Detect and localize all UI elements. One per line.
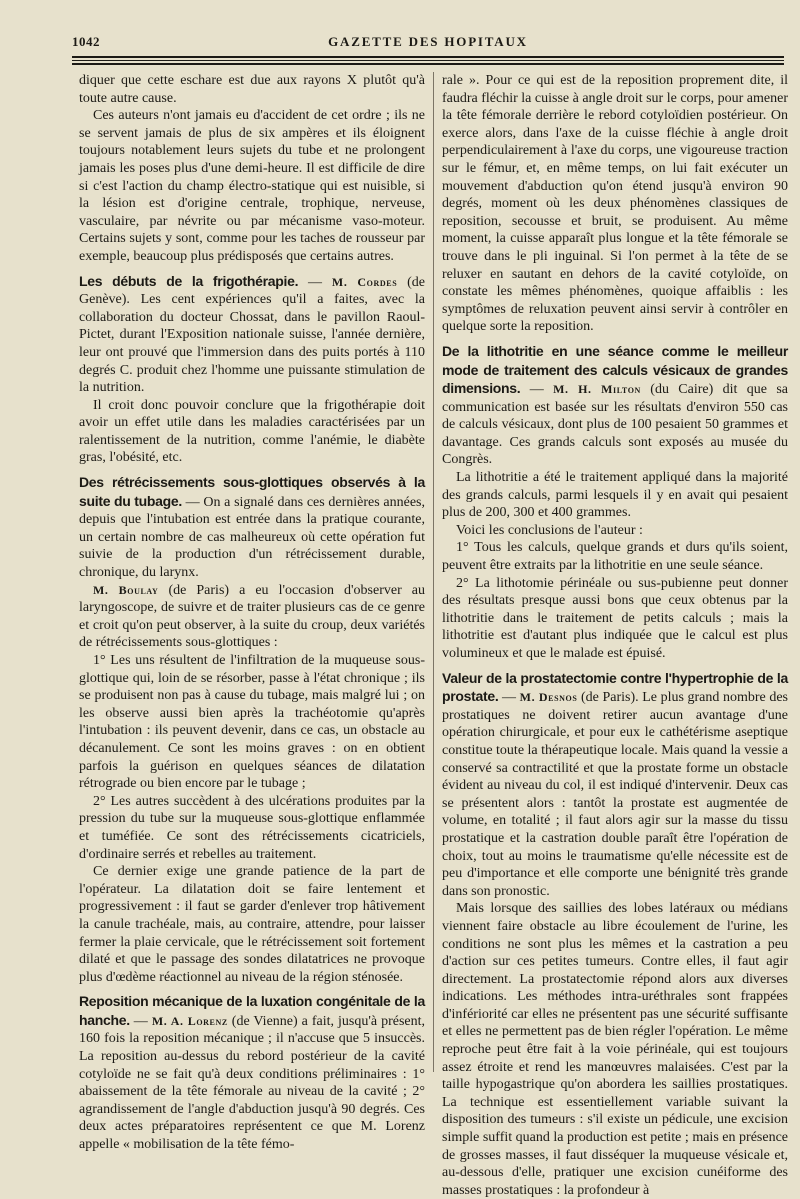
paragraph: rale ». Pour ce qui est de la reposition proprement dite, il faudra fléchir la cuisse à angle droit sur le corps, pour amener la tête fémorale derrière le rebord cotyloïdien postérieur. On exerce alors, dans l'axe de la cuisse fléchie à angle droit perpendiculairement à l'axe du corps, une vigoureuse traction sur le fémur, et, en même temps, on lui fait exécuter un mouvement d'abduction qu'on étend jusqu'à environ 90 degrés, moment où les deux phénomènes classiques de reposition, secousse et bruit, se produisent. Au même moment, la cuisse apparaît plus longue et la tête fémorale se trouve dans le pli inguinal. Si l'on permet à la tête de se reluxer en sautant en dehors de la cavité cotyloïde, on constate les mêmes phénomènes, quoique affaiblis : les symptômes de reluxation peuvent ainsi servir à contrôler en quelque sorte la reposition. (442, 73, 788, 335)
header-rule (72, 60, 784, 61)
paragraph: La lithotritie a été le traitement appliqué dans la majorité des grands calculs, parmi lesquels il y en avait qui pesaient plus de 200, 300 et 400 grammes. (442, 470, 788, 521)
column-divider (433, 72, 434, 1072)
page-number: 1042 (72, 34, 100, 49)
paragraph: diquer que cette eschare est due aux rayons X plutôt qu'à toute autre cause. (79, 73, 425, 106)
page-header (72, 32, 784, 52)
article-heading: Reposition mécanique de la luxation congénitale de la hanche. (79, 993, 425, 1028)
dash: — (129, 1013, 152, 1029)
paragraph: Il croit donc pouvoir conclure que la frigothérapie doit avoir un effet utile dans les maladies caractérisées par un ralentissement de la nutrition, comme l'anémie, le diabète gras, l'obésité, etc. (79, 397, 425, 466)
dash: — (298, 274, 332, 290)
article-heading: Valeur de la prostatectomie contre l'hypertrophie de la prostate. (442, 669, 788, 705)
paragraph: 1° Tous les calculs, quelque grands et durs qu'ils soient, peuvent être extraits par la lithotritie en une seule séance. (442, 540, 788, 574)
article-text: (du Caire) dit que sa communication est basée sur les résultats d'environ 550 cas de calculs vésicaux, dont plus de 100 pesaient 50 grammes et davantage. Ces grands calculs sont exposés au musée du Congrès. (442, 382, 789, 468)
author-name: M. Boulay (93, 582, 159, 597)
paragraph: 2° Les autres succèdent à des ulcérations produites par la pression du tube sur la muqueuse sous-glottique enflammée et tuméfiée. Ce sont des rétrécissements cicatriciels, d'ordinaire serrés et rebelles au traitement. (79, 793, 425, 862)
paragraph (79, 582, 425, 652)
article-text: (de Genève). Les cent expériences qu'il a faites, avec la collaboration du docteur Chossat, dans le pavillon Raoul-Pictet, durant l'Exposition nationale suisse, l'année dernière, leur ont prouvé que l'immersion dans des puits portés à 110 degrés C. produit chez l'homme une puissante stimulation de la nutrition. (79, 274, 425, 396)
dash: — (520, 382, 554, 398)
header-rule (72, 56, 784, 58)
paragraph: Voici les conclusions de l'auteur : (456, 522, 643, 538)
author-name: M. Desnos (519, 690, 578, 705)
paragraph: 1° Les uns résultent de l'infiltration de la muqueuse sous-glottique qui, loin de se résorber, passe à l'état chronique ; ils se produisent non pas à cause du tubage, mais malgré lui ; on les observe aussi bien après la trachéotomie qu'après l'intubation : ils peuvent devenir, dans ce cas, un obstacle au décanulement. Ce sont les moins graves : on en obtient parfois la guérison en quelques séances de dilatation rétrograde ou bien encore par le tubage ; (79, 653, 425, 792)
article-text: — On a signalé dans ces dernières années, depuis que l'intubation est entrée dans la pratique courante, un certain nombre de cas malheureux où cette opération fut suivie de la production d'un rétrécissement durable, chronique, du larynx. (79, 494, 425, 581)
article-heading: Les débuts de la frigothérapie. (79, 272, 299, 289)
paragraph: Mais lorsque des saillies des lobes latéraux ou médians viennent faire obstacle au libre écoulement de l'urine, les conditions ne sont plus les mêmes et la castration a peu d'action sur ces petites tumeurs. Contre elles, il faut agir directement. La prostatectomie répond alors aux diverses indications. Les méthodes intra-uréthrales sont frappées d'infériorité car elles ne présentent pas une sécurité suffisante et elles ne permettent pas de bien régler l'opération. Le même reproche peut être fait à la voie périnéale, qui est toujours assez étroite et rend les manœuvres malaisées. C'est par la taille hypogastrique qu'on abordera les saillies prostatiques. La technique est essentiellement variable suivant la disposition des tumeurs : s'il existe un pédicule, une excision simple suffit quand la production est petite ; mais en présence de grosses masses, il faut disséquer la muqueuse vésicale et, au-dessous d'elle, pratiquer une excision cunéiforme des masses prostatiques : la profondeur à (442, 901, 788, 1198)
right-column (442, 72, 788, 1199)
author-name: M. A. Lorenz (151, 1013, 228, 1028)
left-column (79, 72, 425, 1154)
author-name: M. Cordes (331, 274, 398, 289)
article-heading: Des rétrécissements sous-glottiques observés à la suite du tubage. (79, 474, 425, 509)
header-rule (72, 63, 784, 65)
article-text: (de Vienne) a fait, jusqu'à présent, 160 fois la reposition mécanique ; il n'accuse que 5 insuccès. La reposition au-dessus du rebord postérieur de la cavité cotyloïde ne se fait qu'à deux conditions préliminaires : 1° abaissement de la tête fémorale au niveau de la cavité ; 2° agrandissement de l'angle d'abduction jusqu'à 90 degrés. Ces deux actes préparatoires représentent ce que M. Lorenz appelle « mobilisation de la tête fémo- (79, 1013, 426, 1153)
author-name: M. H. Milton (553, 382, 641, 397)
paragraph: Ce dernier exige une grande patience de la part de l'opérateur. La dilatation doit se faire lentement et progressivement : il faut se garder d'enlever trop hâtivement la canule trachéale, mais, au contraire, attendre, pour laisser fermer la plaie cervicale, que le rétrécissement soit fortement dilaté et que le passage des sondes dilatatrices ne provoque plus d'œdème réactionnel au niveau de la région sténosée. (79, 864, 425, 985)
article-text: (de Paris). Le plus grand nombre des prostatiques ne doivent retirer aucun avantage d'une opération chirurgicale, et pour eux le cathétérisme aseptique constitue toute la thérapeutique locale. Mais quand la vessie a conservé sa contractilité et que la prostate forme un obstacle évident au niveau du col, il est indiqué d'intervenir. Deux cas se présentent alors : tantôt la prostate est augmentée de volume, en totalité ; il faut alors agir sur la masse du tissu prostatique et la castration double paraît être l'opération de choix, tout au moins le traumatisme qu'elle nécessite est de peu d'importance et elle comporte une bénignité très grande dans son pronostic. (442, 690, 788, 899)
paragraph: 2° La lithotomie périnéale ou sus-pubienne peut donner des résultats presque aussi bons que ceux obtenus par la lithotritie dans le traitement de petits calculs ; mais la lithotritie est d'autant plus indiquée que le calcul est plus volumineux et que le malade est épuisé. (442, 575, 788, 661)
page-title: GAZETTE DES HOPITAUX (328, 34, 528, 49)
paragraph: Ces auteurs n'ont jamais eu d'accident de cet ordre ; ils ne se servent jamais de plus de six ampères et ils éloignent toujours notablement leurs sujets du tube et ne prolongent jamais les poses plus d'une demi-heure. Il est difficile de dire si c'est l'action du champ électro-statique qui est nuisible, si la lésion est d'origine centrale, trophique, nerveuse, vasculaire, par névrite ou par mécanisme vaso-moteur. Certains sujets y sont, comme pour les taches de rousseur par exemple, beaucoup plus prédisposés que certains autres. (79, 108, 425, 264)
article-text: (de Paris) a eu l'occasion d'observer au laryngoscope, de suivre et de traiter plusieurs cas de ce genre et croit qu'on peut observer, à la suite du croup, deux variétés de rétrécissements sous-glottiques : (79, 582, 426, 651)
article-heading: De la lithotritie en une séance comme le meilleur mode de traitement des calculs vésicaux de grandes dimensions. (442, 342, 788, 397)
dash: — (498, 690, 520, 706)
